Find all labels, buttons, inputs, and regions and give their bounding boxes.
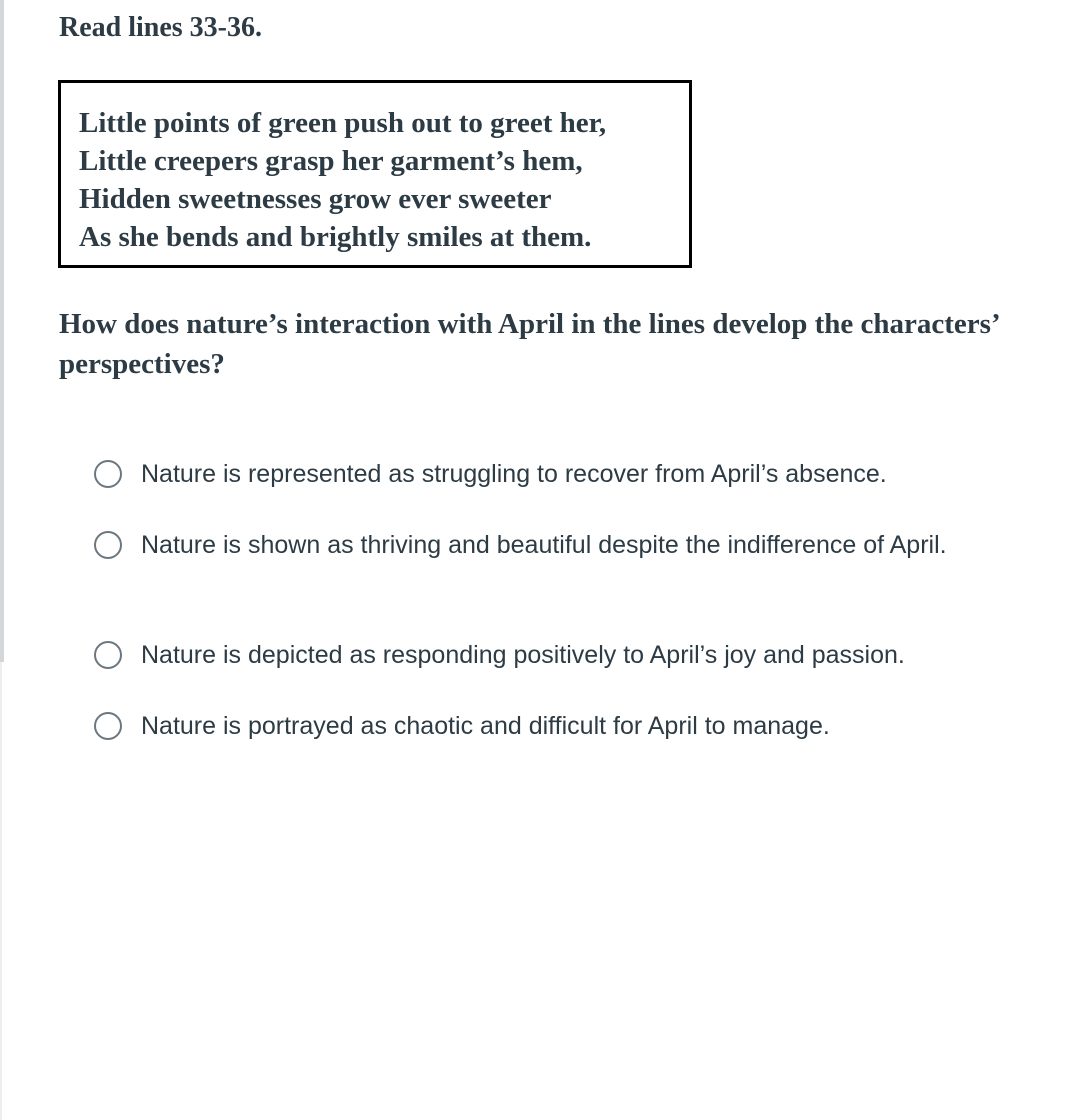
poem-excerpt-box bbox=[58, 80, 692, 268]
poem-line: As she bends and brightly smiles at them. bbox=[79, 221, 592, 253]
answer-option-d[interactable] bbox=[94, 707, 1054, 745]
page-left-border-lower bbox=[0, 662, 2, 1120]
question-text: How does nature’s interaction with April in the lines develop the characters’ perspectives? bbox=[59, 308, 999, 380]
answer-option-label[interactable]: Nature is shown as thriving and beautiful despite the indifference of April. bbox=[141, 531, 947, 559]
poem-line: Little creepers grasp her garment’s hem, bbox=[79, 145, 583, 177]
answer-option-a[interactable] bbox=[94, 455, 1054, 493]
radio-button[interactable] bbox=[94, 531, 122, 559]
instruction-text: Read lines 33-36. bbox=[59, 12, 262, 43]
radio-button[interactable] bbox=[94, 712, 122, 740]
answer-option-b[interactable] bbox=[94, 526, 1054, 564]
answer-option-c[interactable] bbox=[94, 636, 1054, 674]
page-left-border bbox=[0, 0, 4, 662]
answer-option-label[interactable]: Nature is depicted as responding positively to April’s joy and passion. bbox=[141, 641, 905, 669]
radio-button[interactable] bbox=[94, 641, 122, 669]
poem-line: Little points of green push out to greet her, bbox=[79, 107, 607, 139]
radio-button[interactable] bbox=[94, 460, 122, 488]
poem-line: Hidden sweetnesses grow ever sweeter bbox=[79, 183, 552, 215]
answer-option-label[interactable]: Nature is represented as struggling to recover from April’s absence. bbox=[141, 460, 887, 488]
answer-option-label[interactable]: Nature is portrayed as chaotic and difficult for April to manage. bbox=[141, 712, 830, 740]
